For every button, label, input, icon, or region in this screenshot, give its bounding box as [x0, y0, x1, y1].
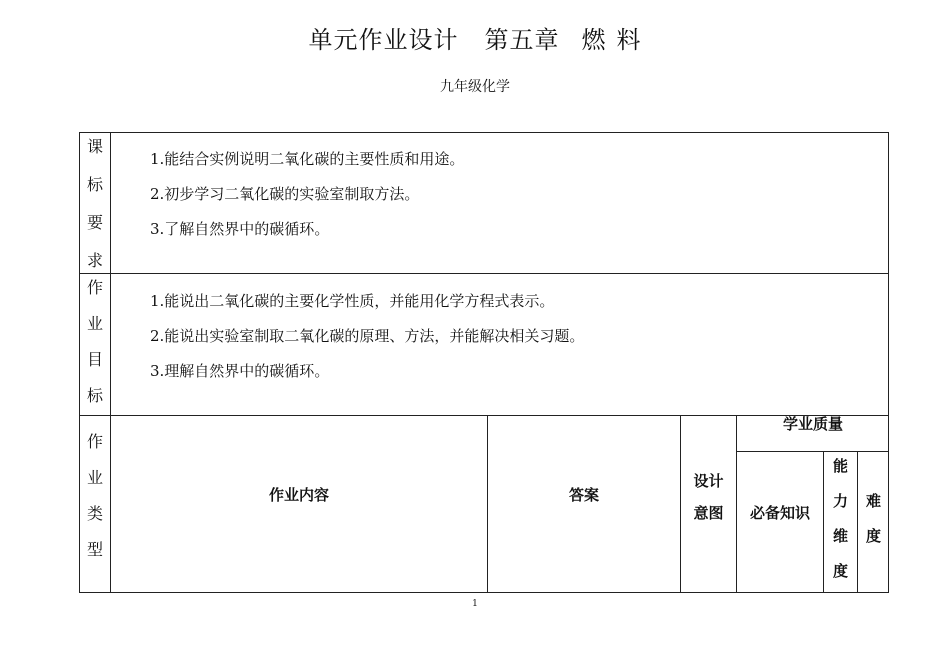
knowledge-header: 必备知识: [749, 504, 810, 522]
curriculum-item: 3.了解自然界中的碳循环。: [150, 220, 330, 238]
page-number: 1: [472, 599, 478, 609]
type-label-char: 作: [86, 432, 103, 451]
curriculum-label-char: 求: [86, 251, 103, 270]
objectives-label-char: 作: [86, 278, 103, 297]
ability-header-char: 能: [832, 457, 848, 475]
quality-header: 学业质量: [782, 415, 843, 433]
objectives-label-char: 业: [86, 314, 103, 333]
curriculum-label-char: 课: [86, 137, 103, 156]
objectives-label: [80, 270, 110, 414]
type-label-char: 业: [86, 468, 103, 487]
label-column-divider: [110, 132, 111, 593]
curriculum-label-char: 标: [86, 175, 103, 194]
difficulty-header-char: 度: [865, 527, 881, 545]
difficulty-header: [858, 484, 889, 554]
content-header: 作业内容: [268, 486, 329, 504]
answer-header: 答案: [568, 486, 599, 504]
ability-header-char: 力: [832, 492, 848, 510]
intent-header-line: 设计: [693, 472, 724, 490]
objective-item: 1.能说出二氧化碳的主要化学性质，并能用化学方程式表示。: [150, 292, 555, 310]
curriculum-label-char: 要: [86, 213, 103, 232]
objectives-label-char: 标: [86, 386, 103, 405]
title-part-fuel-2: 料: [616, 26, 642, 54]
document-subtitle: 九年级化学: [440, 79, 510, 95]
ability-header: [824, 449, 857, 589]
row-divider-1: [79, 273, 889, 274]
curriculum-label: [80, 128, 110, 280]
objectives-label-char: 目: [86, 350, 103, 369]
objective-item: 2.能说出实验室制取二氧化碳的原理、方法，并能解决相关习题。: [150, 327, 585, 345]
objective-item: 3.理解自然界中的碳循环。: [150, 362, 330, 380]
title-part-unit: 单元作业设计: [308, 26, 459, 54]
title-part-fuel-1: 燃: [581, 26, 607, 54]
intent-header: [681, 465, 736, 529]
ability-header-char: 度: [832, 562, 848, 580]
difficulty-header-char: 难: [865, 492, 881, 510]
title-part-chapter: 第五章: [484, 26, 560, 54]
ability-header-char: 维: [832, 527, 848, 545]
objectives-list: [150, 291, 584, 396]
type-label-char: 类: [86, 504, 103, 523]
curriculum-item: 2.初步学习二氧化碳的实验室制取方法。: [150, 185, 420, 203]
type-label-char: 型: [86, 540, 103, 559]
quality-divider: [736, 451, 889, 452]
curriculum-list: [150, 149, 464, 254]
intent-header-line: 意图: [693, 504, 724, 522]
type-label: [80, 424, 110, 568]
document-title: [0, 20, 950, 55]
curriculum-item: 1.能结合实例说明二氧化碳的主要性质和用途。: [150, 150, 465, 168]
